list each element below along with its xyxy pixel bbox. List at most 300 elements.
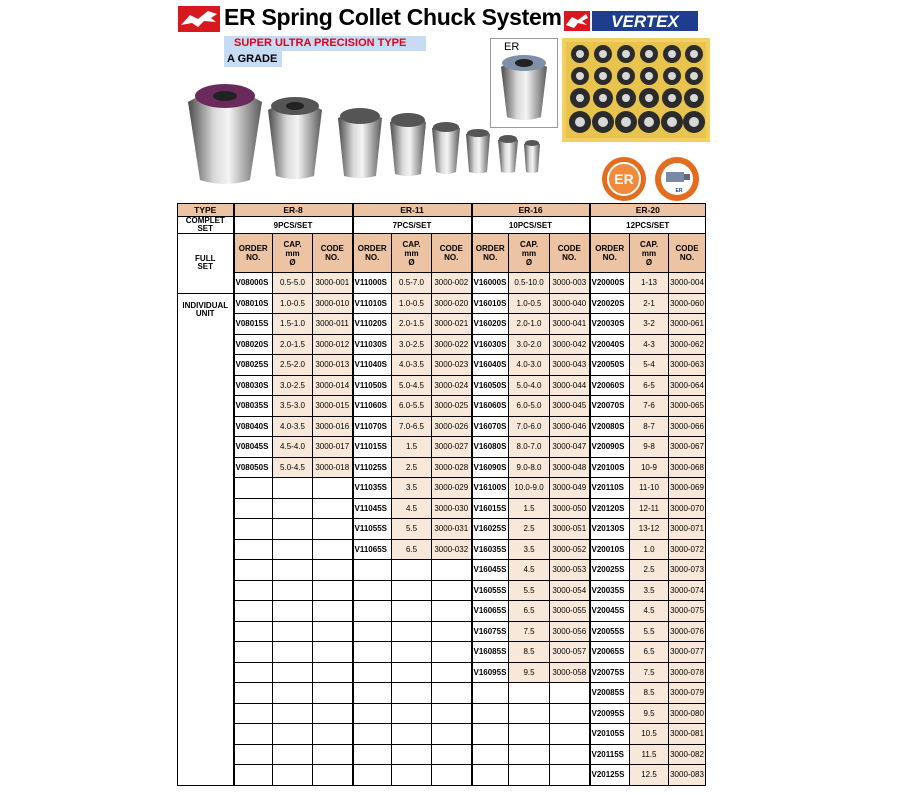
order-no-header	[472, 234, 509, 273]
brand-name: VERTEX	[611, 12, 679, 31]
capacity: 1.5	[392, 437, 432, 458]
table-row	[178, 560, 706, 581]
code-no: 3000-047	[550, 437, 590, 458]
order-no: V20110S	[590, 478, 630, 499]
capacity: 6.5	[630, 642, 669, 663]
code-no: 3000-025	[432, 396, 472, 417]
empty-cell	[313, 744, 353, 765]
empty-cell	[353, 580, 392, 601]
order-no-header	[590, 234, 630, 273]
complete-set-row	[178, 217, 706, 234]
table-row	[178, 314, 706, 335]
cap-text: CAP.	[283, 239, 302, 249]
order-no: V20055S	[590, 621, 630, 642]
code-no: 3000-051	[550, 519, 590, 540]
order-no: V16060S	[472, 396, 509, 417]
empty-cell	[392, 683, 432, 704]
empty-cell	[353, 765, 392, 786]
full-set-label	[178, 234, 234, 294]
capacity: 9.0-8.0	[509, 457, 550, 478]
empty-cell	[392, 580, 432, 601]
code-no-header	[669, 234, 706, 273]
capacity: 10.5	[630, 724, 669, 745]
capacity: 2.0-1.5	[392, 314, 432, 335]
empty-cell	[313, 683, 353, 704]
code-no: 3000-050	[550, 498, 590, 519]
cap-text: CAP.	[402, 239, 421, 249]
table-row	[178, 621, 706, 642]
empty-cell	[273, 601, 313, 622]
code-no: 3000-081	[669, 724, 706, 745]
table-row	[178, 683, 706, 704]
empty-cell	[392, 560, 432, 581]
order-no: V11000S	[353, 273, 392, 294]
capacity: 8-7	[630, 416, 669, 437]
empty-cell	[353, 560, 392, 581]
grade-label: A GRADE	[224, 51, 282, 67]
capacity: 4-3	[630, 334, 669, 355]
type-er-16: ER-16	[472, 204, 590, 217]
page-title: ER Spring Collet Chuck System	[224, 4, 562, 30]
order-no: V20000S	[590, 273, 630, 294]
empty-cell	[234, 621, 273, 642]
code-no: 3000-027	[432, 437, 472, 458]
empty-cell	[432, 683, 472, 704]
full-set-label-1: FULL	[195, 254, 216, 264]
type-er-11: ER-11	[353, 204, 472, 217]
empty-cell	[234, 539, 273, 560]
empty-cell	[392, 724, 432, 745]
empty-cell	[313, 478, 353, 499]
empty-cell	[509, 765, 550, 786]
empty-cell	[313, 621, 353, 642]
table-row	[178, 498, 706, 519]
code-no: 3000-040	[550, 293, 590, 314]
code-no: 3000-066	[669, 416, 706, 437]
empty-cell	[313, 724, 353, 745]
empty-cell	[313, 519, 353, 540]
order-no: V20100S	[590, 457, 630, 478]
capacity: 6-5	[630, 375, 669, 396]
order-no: V11070S	[353, 416, 392, 437]
code-no: 3000-022	[432, 334, 472, 355]
capacity: 4.0-3.5	[392, 355, 432, 376]
cap-unit: mm	[285, 248, 300, 258]
order-no: V16035S	[472, 539, 509, 560]
code-no: 3000-026	[432, 416, 472, 437]
order-no: V16025S	[472, 519, 509, 540]
empty-cell	[234, 642, 273, 663]
diameter-symbol: Ø	[645, 257, 653, 267]
order-no: V11055S	[353, 519, 392, 540]
empty-cell	[392, 765, 432, 786]
type-row	[178, 204, 706, 217]
table-row	[178, 478, 706, 499]
code-no: 3000-078	[669, 662, 706, 683]
code-no: 3000-013	[313, 355, 353, 376]
order-no: V16010S	[472, 293, 509, 314]
code-no: 3000-003	[550, 273, 590, 294]
empty-cell	[472, 765, 509, 786]
empty-cell	[313, 560, 353, 581]
empty-cell	[273, 765, 313, 786]
cap-header	[509, 234, 550, 273]
capacity: 2.0-1.5	[273, 334, 313, 355]
order-no: V08050S	[234, 457, 273, 478]
set-count: 10PCS/SET	[472, 217, 590, 234]
code-no: 3000-061	[669, 314, 706, 335]
cap-unit: mm	[641, 248, 657, 258]
empty-cell	[273, 478, 313, 499]
empty-cell	[353, 683, 392, 704]
cap-header	[273, 234, 313, 273]
empty-cell	[273, 662, 313, 683]
order-no: V20075S	[590, 662, 630, 683]
empty-cell	[313, 765, 353, 786]
table-row	[178, 703, 706, 724]
capacity: 1.5	[509, 498, 550, 519]
capacity: 7.5	[630, 662, 669, 683]
code-no: 3000-082	[669, 744, 706, 765]
capacity: 9.5	[630, 703, 669, 724]
type-label: TYPE	[178, 204, 234, 217]
code-no: 3000-053	[550, 560, 590, 581]
empty-cell	[234, 580, 273, 601]
code-no: 3000-029	[432, 478, 472, 499]
table-row	[178, 519, 706, 540]
eagle-logo-icon	[178, 6, 220, 32]
vertex-brand-logo	[564, 9, 702, 33]
empty-cell	[273, 621, 313, 642]
code-no-text: CODE NO.	[557, 244, 581, 262]
code-no: 3000-064	[669, 375, 706, 396]
order-no: V16075S	[472, 621, 509, 642]
order-no: V16070S	[472, 416, 509, 437]
capacity: 11.5	[630, 744, 669, 765]
empty-cell	[234, 662, 273, 683]
table-row	[178, 539, 706, 560]
capacity: 5.5	[392, 519, 432, 540]
empty-cell	[432, 662, 472, 683]
empty-cell	[432, 765, 472, 786]
order-no-text: ORDER NO.	[238, 244, 268, 262]
capacity: 8.5	[509, 642, 550, 663]
order-no: V11025S	[353, 457, 392, 478]
capacity: 7.0-6.5	[392, 416, 432, 437]
capacity: 6.0-5.0	[509, 396, 550, 417]
empty-cell	[234, 601, 273, 622]
code-no: 3000-004	[669, 273, 706, 294]
order-no: V20040S	[590, 334, 630, 355]
code-no: 3000-044	[550, 375, 590, 396]
code-no: 3000-065	[669, 396, 706, 417]
empty-cell	[313, 642, 353, 663]
order-no: V08035S	[234, 396, 273, 417]
table-row	[178, 457, 706, 478]
column-header-row	[178, 234, 706, 273]
er-badge-icons	[602, 154, 702, 204]
empty-cell	[509, 703, 550, 724]
capacity: 9-8	[630, 437, 669, 458]
order-no: V20035S	[590, 580, 630, 601]
capacity: 1.0	[630, 539, 669, 560]
empty-cell	[432, 744, 472, 765]
code-no: 3000-001	[313, 273, 353, 294]
empty-cell	[472, 683, 509, 704]
table-row	[178, 416, 706, 437]
order-no-text: ORDER NO.	[595, 244, 625, 262]
diameter-symbol: Ø	[289, 257, 296, 267]
order-no: V08025S	[234, 355, 273, 376]
complete-set-label-2: SET	[197, 224, 214, 233]
order-no: V20065S	[590, 642, 630, 663]
er-photo-label: ER	[504, 41, 520, 53]
order-no: V11030S	[353, 334, 392, 355]
cap-text: CAP.	[639, 239, 659, 249]
order-no: V16090S	[472, 457, 509, 478]
capacity: 2.5	[630, 560, 669, 581]
capacity: 5.0-4.5	[273, 457, 313, 478]
empty-cell	[392, 601, 432, 622]
empty-cell	[353, 744, 392, 765]
table-row	[178, 437, 706, 458]
capacity: 2.5-2.0	[273, 355, 313, 376]
order-no: V11060S	[353, 396, 392, 417]
table-row	[178, 293, 706, 314]
code-no: 3000-063	[669, 355, 706, 376]
capacity: 6.5	[509, 601, 550, 622]
order-no: V20070S	[590, 396, 630, 417]
empty-cell	[353, 662, 392, 683]
capacity: 1.0-0.5	[392, 293, 432, 314]
code-no: 3000-017	[313, 437, 353, 458]
empty-cell	[234, 765, 273, 786]
capacity: 10.0-9.0	[509, 478, 550, 499]
code-no: 3000-058	[550, 662, 590, 683]
capacity: 9.5	[509, 662, 550, 683]
capacity: 3.0-2.0	[509, 334, 550, 355]
type-er-8: ER-8	[234, 204, 353, 217]
code-no: 3000-018	[313, 457, 353, 478]
code-no: 3000-028	[432, 457, 472, 478]
code-no: 3000-080	[669, 703, 706, 724]
capacity: 0.5-5.0	[273, 273, 313, 294]
capacity: 5.5	[509, 580, 550, 601]
capacity: 2.5	[392, 457, 432, 478]
order-no: V16080S	[472, 437, 509, 458]
code-no: 3000-067	[669, 437, 706, 458]
empty-cell	[432, 703, 472, 724]
capacity: 13-12	[630, 519, 669, 540]
individual-label-1: INDIVIDUAL	[182, 300, 229, 310]
order-no: V20030S	[590, 314, 630, 335]
order-no: V16095S	[472, 662, 509, 683]
empty-cell	[313, 601, 353, 622]
capacity: 8.5	[630, 683, 669, 704]
empty-cell	[313, 703, 353, 724]
capacity: 4.5	[630, 601, 669, 622]
empty-cell	[353, 703, 392, 724]
code-no: 3000-075	[669, 601, 706, 622]
code-no: 3000-079	[669, 683, 706, 704]
subtitle: SUPER ULTRA PRECISION TYPE	[224, 36, 426, 51]
empty-cell	[353, 601, 392, 622]
code-no: 3000-055	[550, 601, 590, 622]
capacity: 7.5	[509, 621, 550, 642]
empty-cell	[392, 662, 432, 683]
empty-cell	[509, 683, 550, 704]
capacity: 3.5	[392, 478, 432, 499]
code-no: 3000-076	[669, 621, 706, 642]
code-no: 3000-062	[669, 334, 706, 355]
capacity: 1.0-0.5	[273, 293, 313, 314]
capacity: 6.5	[392, 539, 432, 560]
code-no: 3000-011	[313, 314, 353, 335]
empty-cell	[550, 724, 590, 745]
code-no-header	[432, 234, 472, 273]
order-no: V08000S	[234, 273, 273, 294]
capacity: 3-2	[630, 314, 669, 335]
order-no: V20020S	[590, 293, 630, 314]
code-no: 3000-071	[669, 519, 706, 540]
order-no: V16015S	[472, 498, 509, 519]
code-no: 3000-002	[432, 273, 472, 294]
cap-unit: mm	[404, 248, 419, 258]
order-no: V20125S	[590, 765, 630, 786]
complete-set-label-1: COMPLET	[185, 216, 225, 225]
empty-cell	[234, 498, 273, 519]
order-no: V11065S	[353, 539, 392, 560]
collet-set-case-image	[562, 38, 710, 142]
capacity: 3.5-3.0	[273, 396, 313, 417]
code-no: 3000-049	[550, 478, 590, 499]
order-no: V20050S	[590, 355, 630, 376]
code-no: 3000-023	[432, 355, 472, 376]
code-no: 3000-048	[550, 457, 590, 478]
capacity: 5.0-4.0	[509, 375, 550, 396]
order-no: V16100S	[472, 478, 509, 499]
cap-header	[392, 234, 432, 273]
table-row	[178, 765, 706, 786]
empty-cell	[313, 662, 353, 683]
capacity: 3.5	[509, 539, 550, 560]
order-no: V16045S	[472, 560, 509, 581]
order-no: V20060S	[590, 375, 630, 396]
code-no: 3000-056	[550, 621, 590, 642]
empty-cell	[432, 560, 472, 581]
set-count: 7PCS/SET	[353, 217, 472, 234]
order-no: V11045S	[353, 498, 392, 519]
code-no-text: CODE NO.	[320, 244, 344, 262]
order-no: V16020S	[472, 314, 509, 335]
empty-cell	[313, 498, 353, 519]
code-no: 3000-052	[550, 539, 590, 560]
code-no: 3000-041	[550, 314, 590, 335]
table-row	[178, 601, 706, 622]
er-collet-photo	[490, 38, 558, 128]
capacity: 1.0-0.5	[509, 293, 550, 314]
empty-cell	[550, 703, 590, 724]
er-badge-label: ER	[614, 171, 634, 187]
table-row	[178, 724, 706, 745]
empty-cell	[392, 703, 432, 724]
empty-cell	[472, 724, 509, 745]
full-set-row	[178, 273, 706, 294]
empty-cell	[234, 744, 273, 765]
capacity: 4.5	[509, 560, 550, 581]
empty-cell	[313, 539, 353, 560]
capacity: 7-6	[630, 396, 669, 417]
code-no: 3000-032	[432, 539, 472, 560]
capacity: 1-13	[630, 273, 669, 294]
empty-cell	[273, 539, 313, 560]
code-no: 3000-016	[313, 416, 353, 437]
order-no: V11050S	[353, 375, 392, 396]
empty-cell	[273, 519, 313, 540]
empty-cell	[234, 703, 273, 724]
cap-header	[630, 234, 669, 273]
capacity: 8.0-7.0	[509, 437, 550, 458]
diameter-symbol: Ø	[525, 257, 533, 267]
capacity: 12-11	[630, 498, 669, 519]
code-no: 3000-069	[669, 478, 706, 499]
empty-cell	[432, 621, 472, 642]
empty-cell	[509, 724, 550, 745]
code-no: 3000-043	[550, 355, 590, 376]
order-no: V20010S	[590, 539, 630, 560]
code-no: 3000-074	[669, 580, 706, 601]
diameter-symbol: Ø	[408, 257, 415, 267]
code-no: 3000-021	[432, 314, 472, 335]
code-no: 3000-046	[550, 416, 590, 437]
order-no: V16065S	[472, 601, 509, 622]
order-no: V08010S	[234, 293, 273, 314]
code-no-text: CODE NO.	[675, 244, 699, 262]
cap-unit: mm	[521, 248, 537, 258]
order-no: V08030S	[234, 375, 273, 396]
capacity: 10-9	[630, 457, 669, 478]
empty-cell	[353, 724, 392, 745]
order-no: V11010S	[353, 293, 392, 314]
code-no: 3000-012	[313, 334, 353, 355]
code-no: 3000-045	[550, 396, 590, 417]
capacity: 2.5	[509, 519, 550, 540]
empty-cell	[353, 621, 392, 642]
order-no-header	[234, 234, 273, 273]
order-no: V11040S	[353, 355, 392, 376]
empty-cell	[273, 642, 313, 663]
order-no: V08020S	[234, 334, 273, 355]
code-no: 3000-030	[432, 498, 472, 519]
capacity: 4.5-4.0	[273, 437, 313, 458]
capacity: 0.5-10.0	[509, 273, 550, 294]
code-no: 3000-042	[550, 334, 590, 355]
order-no: V20130S	[590, 519, 630, 540]
table-row	[178, 744, 706, 765]
table-row	[178, 355, 706, 376]
empty-cell	[234, 560, 273, 581]
empty-cell	[472, 744, 509, 765]
capacity: 5.5	[630, 621, 669, 642]
order-no: V20045S	[590, 601, 630, 622]
code-no: 3000-072	[669, 539, 706, 560]
code-no: 3000-054	[550, 580, 590, 601]
order-no-text: ORDER NO.	[475, 244, 505, 262]
order-no: V16040S	[472, 355, 509, 376]
capacity: 12.5	[630, 765, 669, 786]
capacity: 3.0-2.5	[392, 334, 432, 355]
code-no: 3000-010	[313, 293, 353, 314]
